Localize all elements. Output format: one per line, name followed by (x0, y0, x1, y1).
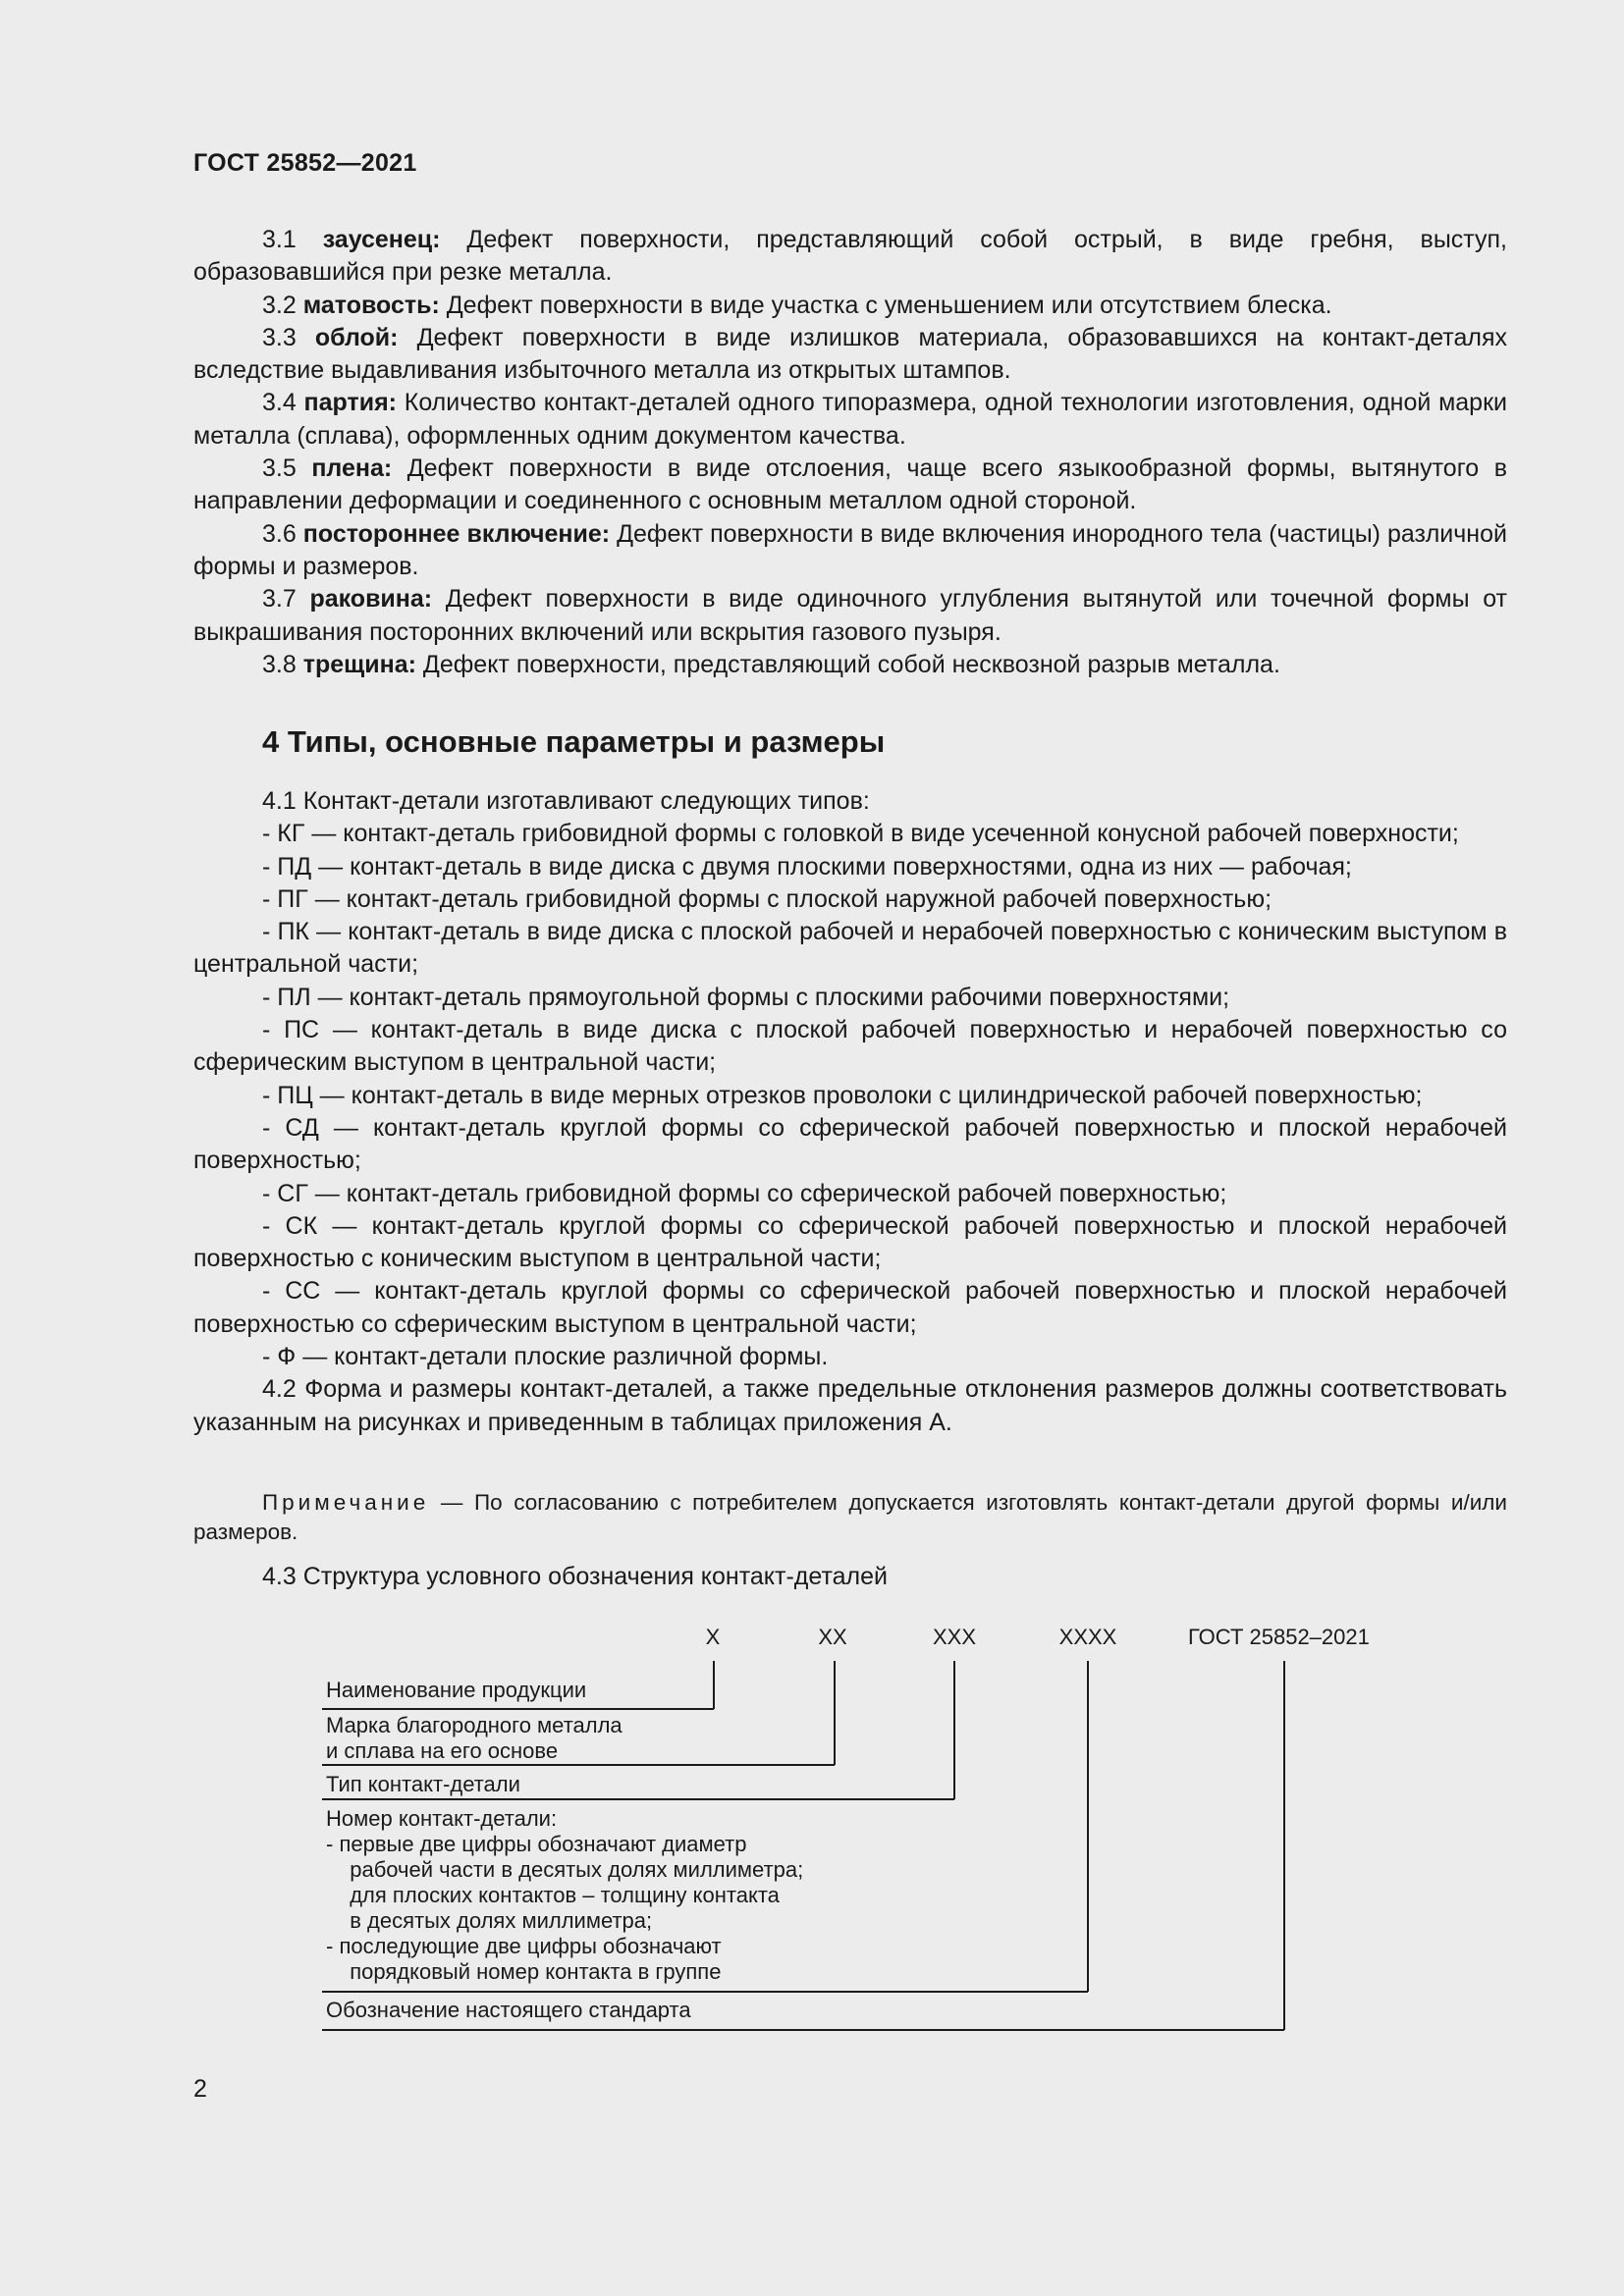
label-number-line: - последующие две цифры обозначают (326, 1934, 722, 1958)
code-xxxx: XXXX (1058, 1625, 1117, 1649)
type-item: - СК — контакт-деталь круглой формы со сферической рабочей поверхностью и плоской нерабочей поверхностью с коническим выступом в центральной части; (193, 1211, 1507, 1273)
definition-item: 3.2 матовость: Дефект поверхности в виде участка с уменьшением или отсутствием блеска. (262, 291, 1332, 319)
definition-item: 3.5 плена: Дефект поверхности в виде отслоения, чаще всего языкообразной формы, вытянутого в направлении деформации и соединенного с основным металлом одной стороной. (193, 454, 1508, 515)
section-heading: 4 Типы, основные параметры и размеры (262, 724, 886, 759)
paragraph-4-3: 4.3 Структура условного обозначения контакт-деталей (262, 1563, 888, 1590)
page-number: 2 (193, 2075, 207, 2103)
paragraph-4-1: 4.1 Контакт-детали изготавливают следующих типов: (262, 787, 870, 815)
definition-item: 3.1 заусенец: Дефект поверхности, представляющий собой острый, в виде гребня, выступ, образовавшийся при резке металла. (193, 226, 1507, 287)
definition-item: 3.6 постороннее включение: Дефект поверхности в виде включения инородного тела (частицы) различной формы и размеров. (193, 519, 1507, 580)
note-label: Примечание (262, 1490, 430, 1515)
code-x: X (705, 1625, 721, 1649)
type-item: - ПК — контакт-деталь в виде диска с плоской рабочей и нерабочей поверхностью с коническим выступом в центральной части; (193, 918, 1507, 979)
type-item: - СД — контакт-деталь круглой формы со сферической рабочей поверхностью и плоской нерабочей поверхностью; (193, 1113, 1507, 1175)
paragraph-4-2: 4.2 Форма и размеры контакт-деталей, а также предельные отклонения размеров должны соответствовать указанным на рисунках и приведенным в таблицах приложения А. (193, 1375, 1507, 1436)
type-item: - ПЦ — контакт-деталь в виде мерных отрезков проволоки с цилиндрической рабочей поверхностью; (262, 1081, 1423, 1109)
document-header: ГОСТ 25852—2021 (193, 149, 417, 177)
label-number-line: порядковый номер контакта в группе (338, 1959, 722, 1984)
label-number-line: рабочей части в десятых долях миллиметра; (338, 1857, 804, 1882)
label-type: Тип контакт-детали (326, 1772, 520, 1796)
code-xxx: XXX (932, 1625, 977, 1649)
type-item: - СГ — контакт-деталь грибовидной формы со сферической рабочей поверхностью; (262, 1179, 1227, 1207)
type-item: - СС — контакт-деталь круглой формы со сферической рабочей поверхностью и плоской нерабочей поверхностью со сферическим выступом в центральной части; (193, 1277, 1507, 1338)
type-item: - КГ — контакт-деталь грибовидной формы с головкой в виде усеченной конусной рабочей поверхности; (262, 820, 1459, 848)
label-number-line: для плоских контактов – толщину контакта (338, 1883, 780, 1907)
code-standard: ГОСТ 25852–2021 (1188, 1625, 1370, 1649)
definition-item: 3.3 облой: Дефект поверхности в виде излишков материала, образовавшихся на контакт-деталях вследствие выдавливания избыточного металла из открытых штампов. (193, 323, 1507, 385)
definition-item: 3.7 раковина: Дефект поверхности в виде одиночного углубления вытянутой или точечной формы от выкрашивания посторонних включений или вскрытия газового пузыря. (193, 585, 1508, 646)
label-standard: Обозначение настоящего стандарта (326, 1998, 691, 2022)
type-item: - ПГ — контакт-деталь грибовидной формы с плоской наружной рабочей поверхностью; (262, 884, 1272, 913)
type-item: - ПЛ — контакт-деталь прямоугольной формы с плоскими рабочими поверхностями; (262, 983, 1230, 1011)
definition-item: 3.4 партия: Количество контакт-деталей одного типоразмера, одной технологии изготовления, одной марки металла (сплава), оформленных одним документом качества. (193, 389, 1507, 450)
type-item: - ПД — контакт-деталь в виде диска с двумя плоскими поверхностями, одна из них — рабочая; (262, 852, 1352, 881)
label-metal-line-2: и сплава на его основе (326, 1738, 559, 1763)
code-xx: XX (818, 1625, 847, 1649)
label-number-line: в десятых долях миллиметра; (338, 1908, 653, 1933)
note-text: — По согласованию с потребителем допускается изготовлять контакт-детали другой формы и/или размеров. (193, 1490, 1507, 1544)
label-number-line: Номер контакт-детали: (326, 1806, 558, 1831)
type-item: - Ф — контакт-детали плоские различной формы. (262, 1343, 829, 1371)
label-product-name: Наименование продукции (326, 1678, 587, 1702)
label-number-line: - первые две цифры обозначают диаметр (326, 1832, 747, 1856)
label-metal-line-1: Марка благородного металла (326, 1713, 623, 1737)
definition-item: 3.8 трещина: Дефект поверхности, представляющий собой несквозной разрыв металла. (262, 650, 1280, 678)
type-item: - ПС — контакт-деталь в виде диска с плоской рабочей поверхностью и нерабочей поверхностью со сферическим выступом в центральной части; (193, 1016, 1507, 1077)
